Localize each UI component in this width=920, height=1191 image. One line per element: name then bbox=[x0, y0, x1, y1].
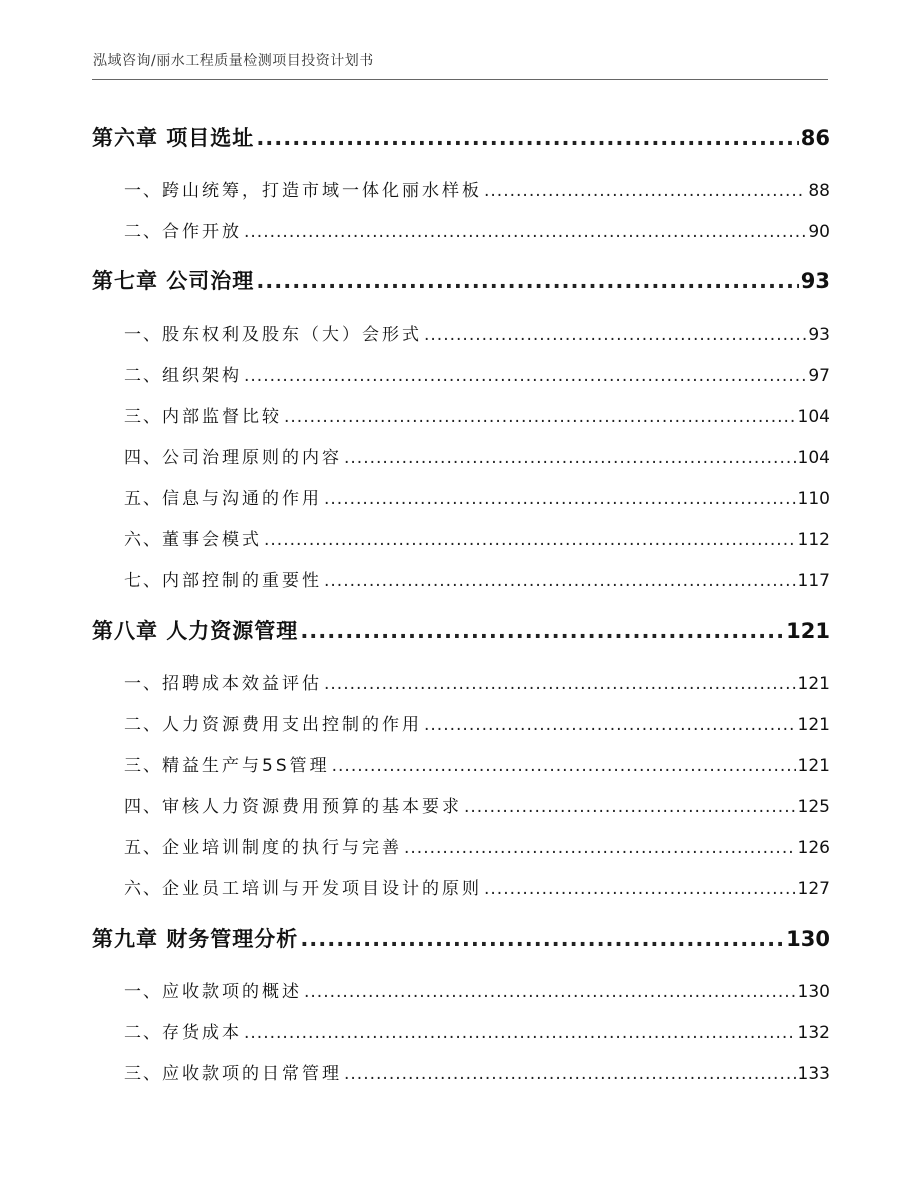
toc-section-entry[interactable] bbox=[92, 710, 830, 736]
toc-entry-title: 跨山统筹，打造市域一体化丽水样板 bbox=[162, 181, 482, 201]
toc-section-entry[interactable] bbox=[92, 566, 830, 592]
toc-section-entry[interactable] bbox=[92, 443, 830, 469]
toc-chapter-entry[interactable] bbox=[92, 923, 830, 953]
toc-page-number: 125 bbox=[797, 797, 830, 817]
toc-entry-title: 第八章 人力资源管理 bbox=[92, 619, 299, 643]
toc-dot-leader bbox=[424, 325, 806, 345]
toc-entry-title: 企业员工培训与开发项目设计的原则 bbox=[162, 879, 482, 899]
toc-section-entry[interactable] bbox=[92, 751, 830, 777]
toc-dot-leader bbox=[344, 448, 796, 468]
toc-page-number: 127 bbox=[797, 879, 830, 899]
toc-entry-number: 五、 bbox=[124, 489, 162, 509]
toc-dot-leader bbox=[404, 838, 796, 858]
toc-page-number: 86 bbox=[800, 126, 830, 150]
toc-section-entry[interactable] bbox=[92, 484, 830, 510]
toc-entry-number: 一、 bbox=[124, 674, 162, 694]
toc-section-entry[interactable] bbox=[92, 1059, 830, 1085]
toc-page-number: 130 bbox=[797, 982, 830, 1002]
toc-page-number: 126 bbox=[797, 838, 830, 858]
toc-entry-title: 内部控制的重要性 bbox=[162, 571, 322, 591]
toc-page-number: 110 bbox=[797, 489, 830, 509]
toc-entry-number: 二、 bbox=[124, 715, 162, 735]
toc-dot-leader bbox=[464, 797, 796, 817]
toc-entry-title: 第六章 项目选址 bbox=[92, 126, 255, 150]
toc-entry-title: 公司治理原则的内容 bbox=[162, 448, 342, 468]
toc-section-entry[interactable] bbox=[92, 176, 830, 202]
toc-section-entry[interactable] bbox=[92, 525, 830, 551]
toc-page-number: 133 bbox=[797, 1064, 830, 1084]
toc-section-entry[interactable] bbox=[92, 320, 830, 346]
toc-entry-title: 信息与沟通的作用 bbox=[162, 489, 322, 509]
toc-dot-leader bbox=[300, 619, 784, 643]
toc-section-entry[interactable] bbox=[92, 1018, 830, 1044]
toc-page-number: 121 bbox=[797, 715, 830, 735]
toc-page-number: 97 bbox=[808, 366, 830, 386]
toc-page-number: 90 bbox=[808, 222, 830, 242]
toc-entry-number: 二、 bbox=[124, 366, 162, 386]
toc-page-number: 130 bbox=[786, 927, 830, 951]
toc-chapter-entry[interactable] bbox=[92, 615, 830, 645]
toc-chapter-entry[interactable] bbox=[92, 122, 830, 152]
toc-entry-title: 股东权利及股东（大）会形式 bbox=[162, 325, 422, 345]
toc-entry-title: 应收款项的日常管理 bbox=[162, 1064, 342, 1084]
toc-entry-number: 三、 bbox=[124, 1064, 162, 1084]
toc-entry-title: 存货成本 bbox=[162, 1023, 242, 1043]
table-of-contents bbox=[92, 0, 830, 1191]
toc-entry-number: 三、 bbox=[124, 756, 162, 776]
toc-entry-number: 七、 bbox=[124, 571, 162, 591]
toc-entry-title: 第七章 公司治理 bbox=[92, 269, 255, 293]
toc-entry-title: 内部监督比较 bbox=[162, 407, 282, 427]
toc-entry-title: 审核人力资源费用预算的基本要求 bbox=[162, 797, 462, 817]
toc-section-entry[interactable] bbox=[92, 217, 830, 243]
toc-section-entry[interactable] bbox=[92, 833, 830, 859]
toc-entry-number: 一、 bbox=[124, 325, 162, 345]
toc-entry-number: 四、 bbox=[124, 448, 162, 468]
toc-entry-title: 企业培训制度的执行与完善 bbox=[162, 838, 402, 858]
toc-dot-leader bbox=[332, 756, 796, 776]
toc-page-number: 132 bbox=[797, 1023, 830, 1043]
toc-section-entry[interactable] bbox=[92, 977, 830, 1003]
toc-dot-leader bbox=[256, 269, 798, 293]
toc-entry-number: 二、 bbox=[124, 222, 162, 242]
toc-entry-title: 组织架构 bbox=[162, 366, 242, 386]
toc-entry-number: 六、 bbox=[124, 530, 162, 550]
toc-entry-number: 一、 bbox=[124, 982, 162, 1002]
toc-page-number: 112 bbox=[797, 530, 830, 550]
toc-page-number: 121 bbox=[786, 619, 830, 643]
toc-dot-leader bbox=[304, 982, 796, 1002]
toc-section-entry[interactable] bbox=[92, 402, 830, 428]
toc-section-entry[interactable] bbox=[92, 792, 830, 818]
toc-dot-leader bbox=[244, 222, 806, 242]
toc-page-number: 93 bbox=[800, 269, 830, 293]
toc-dot-leader bbox=[324, 489, 796, 509]
toc-dot-leader bbox=[344, 1064, 796, 1084]
toc-dot-leader bbox=[484, 181, 806, 201]
toc-dot-leader bbox=[324, 674, 796, 694]
toc-entry-number: 三、 bbox=[124, 407, 162, 427]
toc-page-number: 121 bbox=[797, 756, 830, 776]
toc-page-number: 88 bbox=[808, 181, 830, 201]
page-header: 泓域咨询/丽水工程质量检测项目投资计划书 bbox=[93, 53, 374, 69]
toc-section-entry[interactable] bbox=[92, 874, 830, 900]
toc-section-entry[interactable] bbox=[92, 669, 830, 695]
toc-dot-leader bbox=[424, 715, 796, 735]
toc-dot-leader bbox=[324, 571, 796, 591]
toc-dot-leader bbox=[264, 530, 796, 550]
toc-page-number: 117 bbox=[797, 571, 830, 591]
toc-entry-title: 董事会模式 bbox=[162, 530, 262, 550]
toc-page-number: 93 bbox=[808, 325, 830, 345]
toc-entry-title: 第九章 财务管理分析 bbox=[92, 927, 299, 951]
toc-entry-number: 四、 bbox=[124, 797, 162, 817]
toc-page-number: 104 bbox=[797, 448, 830, 468]
toc-dot-leader bbox=[244, 1023, 796, 1043]
toc-section-entry[interactable] bbox=[92, 361, 830, 387]
toc-entry-title: 应收款项的概述 bbox=[162, 982, 302, 1002]
toc-page-number: 121 bbox=[797, 674, 830, 694]
toc-chapter-entry[interactable] bbox=[92, 265, 830, 295]
toc-entry-number: 二、 bbox=[124, 1023, 162, 1043]
toc-entry-title: 招聘成本效益评估 bbox=[162, 674, 322, 694]
toc-dot-leader bbox=[484, 879, 796, 899]
toc-entry-title: 精益生产与5S管理 bbox=[162, 756, 330, 776]
toc-entry-title: 人力资源费用支出控制的作用 bbox=[162, 715, 422, 735]
toc-dot-leader bbox=[244, 366, 806, 386]
toc-entry-number: 五、 bbox=[124, 838, 162, 858]
toc-dot-leader bbox=[256, 126, 798, 150]
toc-page-number: 104 bbox=[797, 407, 830, 427]
toc-entry-title: 合作开放 bbox=[162, 222, 242, 242]
toc-dot-leader bbox=[284, 407, 796, 427]
toc-entry-number: 六、 bbox=[124, 879, 162, 899]
toc-dot-leader bbox=[300, 927, 784, 951]
toc-entry-number: 一、 bbox=[124, 181, 162, 201]
